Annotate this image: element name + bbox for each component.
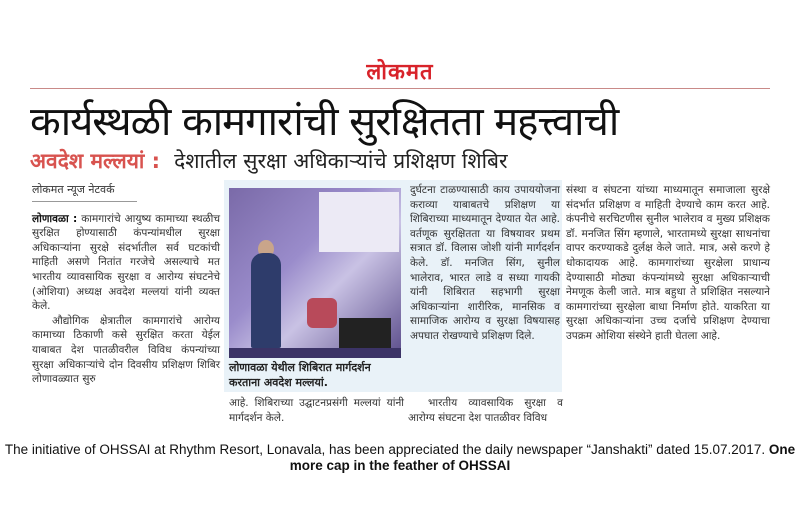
stop-sign	[307, 298, 337, 328]
masthead-divider	[30, 88, 770, 89]
article-column-3	[410, 183, 560, 344]
article-column-3-continued: भारतीय व्यावसायिक सुरक्षा व आरोग्य संघटना देश पातळीवर विविध	[408, 397, 563, 424]
article-subheadline	[30, 147, 508, 175]
newspaper-masthead: लोकमत	[366, 60, 434, 85]
article-headline: कार्यस्थळी कामगारांची सुरक्षितता महत्त्वाची	[30, 99, 619, 145]
footer-bold-text: One more cap in the feather of OHSSAI	[289, 442, 796, 473]
article-photo	[229, 188, 401, 358]
dateline: लोणावळा :	[32, 212, 78, 225]
paragraph: औद्योगिक क्षेत्रातील कामगारांचे आरोग्य कामाच्या ठिकाणी कसे सुरक्षित करता येईल याबाबत देश पातळीवरील विविध कंपन्यांच्या सुरक्षा अधिकाऱ्यांचे दोन दिवसीय प्रशिक्षण शिबिर लोणावळ्यात सुरु	[32, 314, 220, 386]
stage-floor	[229, 348, 401, 358]
footer-text: The initiative of OHSSAI at Rhythm Resort, Lonavala, has been appreciated the daily newspaper “Janshakti” dated 15.07.2017.	[4, 442, 766, 457]
byline: लोकमत न्यूज नेटवर्क	[32, 183, 137, 202]
footer-caption	[0, 442, 800, 474]
speaker	[251, 253, 281, 348]
paragraph	[32, 212, 220, 314]
article-column-4	[566, 183, 770, 344]
paragraph-text: कामगारांचे आयुष्य कामाच्या स्थळीच सुरक्षित होण्यासाठी कंपन्यांमधील सुरक्षा अधिकाऱ्यांना सुरक्षे संदर्भातील सर्व घटकांची माहिती असणे नितांत गरजेचे असल्याचे मत भारतीय व्यावसायिक सुरक्षा व आरोग्य संघटनेचे (ओशिया) अध्यक्ष अवदेश मल्लयां यांनी व्यक्त केले.	[32, 212, 220, 313]
projector-screen	[319, 192, 399, 252]
paragraph: संस्था व संघटना यांच्या माध्यमातून समाजाला सुरक्षे संदर्भात प्रशिक्षण व माहिती देण्याचे काम करत आहे. कंपनीचे सरचिटणीस सुनील भालेराव व मुख्य प्रशिक्षक डॉ. मनजित सिंग म्हणाले, भारतामध्ये सुरक्षा साधनांचा वापर करण्याकडे दुर्लक्ष केले जाते. मात्र, असे करणे हे धोकादायक आहे. कामगारांच्या सुरक्षेला प्राधान्य देण्यासाठी मोठ्या कंपन्यांमध्ये सुरक्षा अधिकाऱ्याची नेमणूक केली जाते. मात्र बहुधा ते प्रशिक्षित नसल्याने कामगारांच्या सुरक्षेला बाधा निर्माण होते. याकरिता या सुरक्षा अधिकाऱ्यांना उच्च दर्जाचे प्रशिक्षण देण्याचा उपक्रम ओशिया संस्थेने हाती घेतला आहे.	[566, 184, 770, 342]
paragraph: दुर्घटना टाळण्यासाठी काय उपाययोजना कराव्या याबाबतचे प्रशिक्षण या शिबिराच्या माध्यमातून देण्यात येत आहे. वर्तणूक सुरक्षितता या विषयावर प्रथम सत्रात डॉ. विलास जोशी यांनी मार्गदर्शन केले. डॉ. मनजित सिंग, सुनील भालेराव, भारत लाडे व सध्या गायकी यांनी शिबिरात सहभागी सुरक्षा अधिकाऱ्यांना शारीरिक, मानसिक व सामाजिक आरोग्य व सुरक्षा विषयासह अपघात रोखण्याचे प्रशिक्षण दिले.	[410, 184, 560, 342]
photo-caption: लोणावळा येथील शिबिरात मार्गदर्शन करताना अवदेश मल्लयां.	[229, 361, 371, 389]
article-column-1	[32, 183, 220, 387]
article-column-2-continued: आहे. शिबिराच्या उद्घाटनप्रसंगी मल्लयां यांनी मार्गदर्शन केले.	[229, 397, 404, 424]
subhead-name: अवदेश मल्लयां :	[30, 149, 161, 173]
subhead-text: देशातील सुरक्षा अधिकाऱ्यांचे प्रशिक्षण शिबिर	[174, 149, 508, 173]
laptop	[339, 318, 391, 348]
